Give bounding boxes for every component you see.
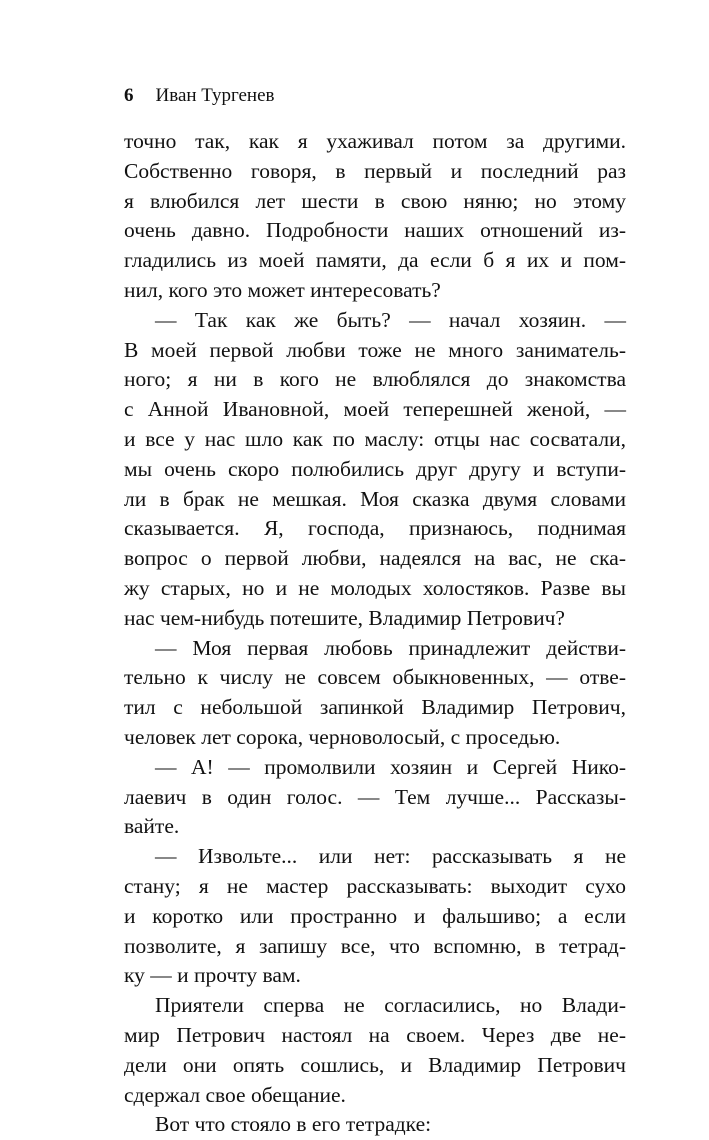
text-line: — Извольте... или нет: рассказывать я не bbox=[155, 844, 626, 869]
text-line: — А! — промолвили хозяин и Сергей Нико- bbox=[155, 754, 626, 779]
text-line: жу старых, но и не молодых холостяков. Разве вы bbox=[124, 575, 626, 600]
text-line: вопрос о первой любви, надеялся на вас, не ска- bbox=[124, 546, 626, 571]
text-line: стану; я не мастер рассказывать: выходит сухо bbox=[124, 873, 626, 898]
text-line: позволите, я запишу все, что вспомню, в тетрад- bbox=[124, 933, 626, 958]
text-line: — Так как же быть? — начал хозяин. — bbox=[155, 307, 626, 332]
text-line: мы очень скоро полюбились друг другу и вступи- bbox=[124, 456, 626, 481]
text-line: тельно к числу не совсем обыкновенных, — отве- bbox=[124, 665, 626, 690]
body-text bbox=[124, 127, 626, 1140]
text-line: с Анной Ивановной, моей теперешней женой, — bbox=[124, 397, 626, 422]
text-line: точно так, как я ухаживал потом за другими. bbox=[124, 129, 626, 153]
text-line: вайте. bbox=[124, 814, 180, 839]
running-title: Иван Тургенев bbox=[155, 85, 275, 106]
text-line: нас чем-нибудь потешите, Владимир Петрович? bbox=[124, 605, 565, 630]
text-line: лаевич в один голос. — Тем лучше... Рассказы- bbox=[124, 784, 626, 809]
text-line: мир Петрович настоял на своем. Через две не- bbox=[124, 1022, 626, 1047]
text-line: ли в брак не мешкая. Моя сказка двумя словами bbox=[124, 486, 626, 511]
text-line: тил с небольшой запинкой Владимир Петрович, bbox=[124, 695, 626, 720]
text-line: человек лет сорока, черноволосый, с проседью. bbox=[124, 724, 561, 749]
text-line: ку — и прочту вам. bbox=[124, 963, 301, 988]
page-number: 6 bbox=[124, 85, 134, 106]
text-line: я влюбился лет шести в свою няню; но этому bbox=[124, 188, 626, 213]
text-line: Вот что стояло в его тетрадке: bbox=[155, 1112, 432, 1137]
text-line: В моей первой любви тоже не много заниматель- bbox=[124, 337, 626, 362]
text-line: дели они опять сошлись, и Владимир Петрович bbox=[124, 1052, 626, 1077]
text-line: сдержал свое обещание. bbox=[124, 1082, 346, 1107]
text-line: гладились из моей памяти, да если б я их и пом- bbox=[124, 248, 626, 273]
text-line: — Моя первая любовь принадлежит действи- bbox=[155, 635, 626, 660]
text-line: Приятели сперва не согласились, но Влади- bbox=[155, 993, 626, 1018]
running-header bbox=[124, 84, 275, 108]
text-line: сказывается. Я, господа, признаюсь, поднимая bbox=[124, 516, 626, 541]
text-line: очень давно. Подробности наших отношений из- bbox=[124, 218, 626, 243]
text-line: нил, кого это может интересовать? bbox=[124, 277, 441, 302]
text-line: ного; я ни в кого не влюблялся до знакомства bbox=[124, 367, 626, 392]
text-line: Собственно говоря, в первый и последний раз bbox=[124, 158, 626, 183]
text-line: и все у нас шло как по маслу: отцы нас сосватали, bbox=[124, 426, 626, 451]
text-line: и коротко или пространно и фальшиво; а если bbox=[124, 903, 626, 928]
